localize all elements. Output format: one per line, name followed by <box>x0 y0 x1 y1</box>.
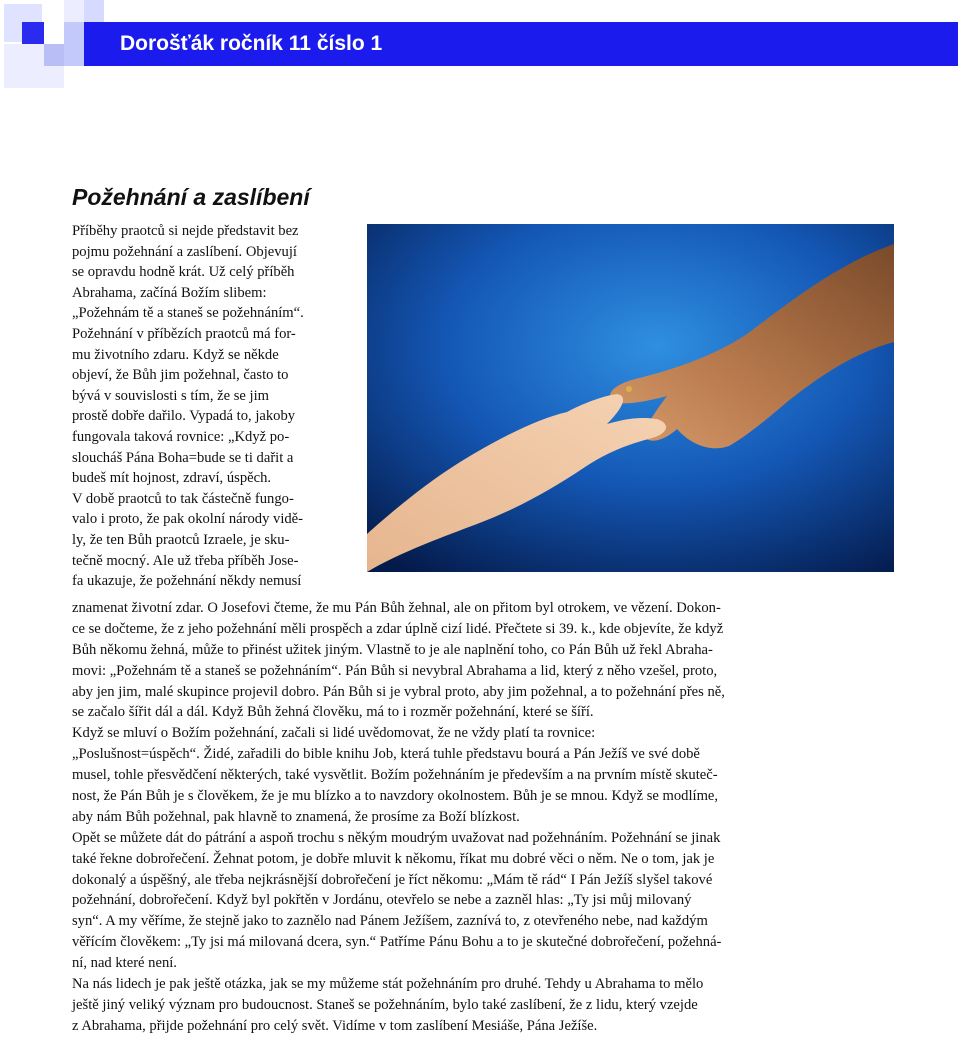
text-line: objeví, že Bůh jim požehnal, často to <box>72 367 289 384</box>
text-line: pojmu požehnání a zaslíbení. Objevují <box>72 243 297 260</box>
text-line: movi: „Požehnám tě a staneš se požehnáním“. Pán Bůh si nevybral Abrahama a lid, který z něho vzešel, proto, <box>72 662 718 679</box>
text-line: musel, tohle přesvědčení některých, také vysvětlit. Božím požehnáním je především a na prvním místě skuteč- <box>72 767 718 784</box>
text-line: syn“. A my věříme, že stejně jako to zaznělo nad Pánem Ježíšem, zaznívá to, z otevřeného nebe, nad každým <box>72 913 708 930</box>
text-line: ní, nad které není. <box>72 955 177 972</box>
article-title: Požehnání a zaslíbení <box>72 184 310 210</box>
text-line: „Poslušnost=úspěch“. Židé, zařadili do bible knihu Job, která tuhle představu bourá a Pán Ježíš ve své době <box>72 746 700 763</box>
text-line: mu životního zdaru. Když se někde <box>72 346 279 363</box>
text-line: budeš mít hojnost, zdraví, úspěch. <box>72 470 272 487</box>
text-line: ještě jiný veliký význam pro budoucnost. Staneš se požehnáním, bylo také zaslíbení, že z lidu, který vzejde <box>72 996 698 1013</box>
text-line: „Požehnám tě a staneš se požehnáním“. <box>72 305 304 322</box>
text-line: prostě dobře dařilo. Vypadá to, jakoby <box>72 408 296 425</box>
text-line: fungovala taková rovnice: „Když po- <box>72 428 290 445</box>
text-line: aby jen jim, malé skupince projevil dobro. Pán Bůh si je vybral proto, aby jim požehnal, a to požehnání přes ně, <box>72 683 725 700</box>
text-line: Opět se můžete dát do pátrání a aspoň trochu s někým moudrým uvažovat nad požehnáním. Požehnání se jinak <box>72 829 721 846</box>
text-line: tečně mocný. Ale už třeba příběh Jose- <box>72 552 299 569</box>
text-line: Abrahama, začíná Božím slibem: <box>72 284 267 301</box>
text-line: valo i proto, že pak okolní národy vidě- <box>72 511 304 528</box>
header-title: Dorošťák ročník 11 číslo 1 <box>120 32 383 55</box>
text-line: aby nám Bůh požehnal, pak hlavně to znamená, že prosíme za Boží blízkost. <box>72 808 520 825</box>
text-line: znamenat životní zdar. O Josefovi čteme, že mu Pán Bůh žehnal, ale on přitom byl otrokem, ve vězení. Dokon- <box>72 600 721 616</box>
text-line: se začalo šířit dál a dál. Když Bůh žehná člověku, má to i rozměr požehnání, které se šíří. <box>72 704 594 721</box>
text-line: Na nás lidech je pak ještě otázka, jak se my můžeme stát požehnáním pro druhé. Tehdy u Abrahama to mělo <box>72 976 704 993</box>
text-line: bývá v souvislosti s tím, že se jim <box>72 387 270 404</box>
text-line: požehnání, dobrořečení. Když byl pokřtěn v Jordánu, otevřelo se nebe a zazněl hlas: „Ty jsi můj milovaný <box>72 892 692 909</box>
text-line: se opravdu hodně krát. Už celý příběh <box>72 264 295 281</box>
text-line: dokonalý a úspěšný, ale třeba nejkrásnější dobrořečení je říct někomu: „Mám tě rád“ I Pán Ježíš slyšel takové <box>72 871 713 888</box>
text-line: Příběhy praotců si nejde představit bez <box>72 223 299 239</box>
text-line: ly, že ten Bůh praotců Izraele, je sku- <box>72 531 290 548</box>
text-line: V době praotců to tak částečně fungo- <box>72 490 294 507</box>
header-title-bar <box>84 22 958 66</box>
text-line: Když se mluví o Božím požehnání, začali si lidé uvědomovat, že ne vždy platí ta rovnice: <box>72 725 596 742</box>
text-line: nost, že Pán Bůh je s člověkem, že je mu blízko a to navzdory okolnostem. Bůh je se mnou. Když se modlíme, <box>72 788 719 805</box>
text-line: ce se dočteme, že z jeho požehnání měli prospěch a zdar úplně cizí lidé. Přečtete si 39. k., kde objevíte, že když <box>72 620 724 637</box>
text-line: Bůh někomu žehná, může to přinést užitek jiným. Vlastně to je ale naplnění toho, co Pán Bůh už řekl Abraha- <box>72 641 713 658</box>
text-line: sloucháš Pána Boha=bude se ti dařit a <box>72 449 294 466</box>
text-line: fa ukazuje, že požehnání někdy nemusí <box>72 573 302 590</box>
header-decor-square <box>22 22 44 44</box>
header-decor-square <box>64 22 84 66</box>
intro-paragraph <box>72 221 364 592</box>
text-line: Požehnání v příbězích praotců má for- <box>72 325 296 342</box>
text-line: z Abrahama, přijde požehnání pro celý svět. Vidíme v tom zaslíbení Mesiáše, Pána Ježíše. <box>72 1017 598 1034</box>
text-line: také řekne dobrořečení. Žehnat potom, je dobře mluvit k někomu, říkat mu dobré věci o něm. Ne o tom, jak je <box>72 850 715 867</box>
body-paragraph <box>72 598 892 1037</box>
text-line: věřícím člověkem: „Ty jsi má milovaná dcera, syn.“ Patříme Pánu Bohu a to je skutečné dobrořečení, požehná- <box>72 934 722 951</box>
hands-photo <box>367 224 894 572</box>
header-decor-square <box>84 0 104 22</box>
header-decor-square <box>44 44 64 66</box>
